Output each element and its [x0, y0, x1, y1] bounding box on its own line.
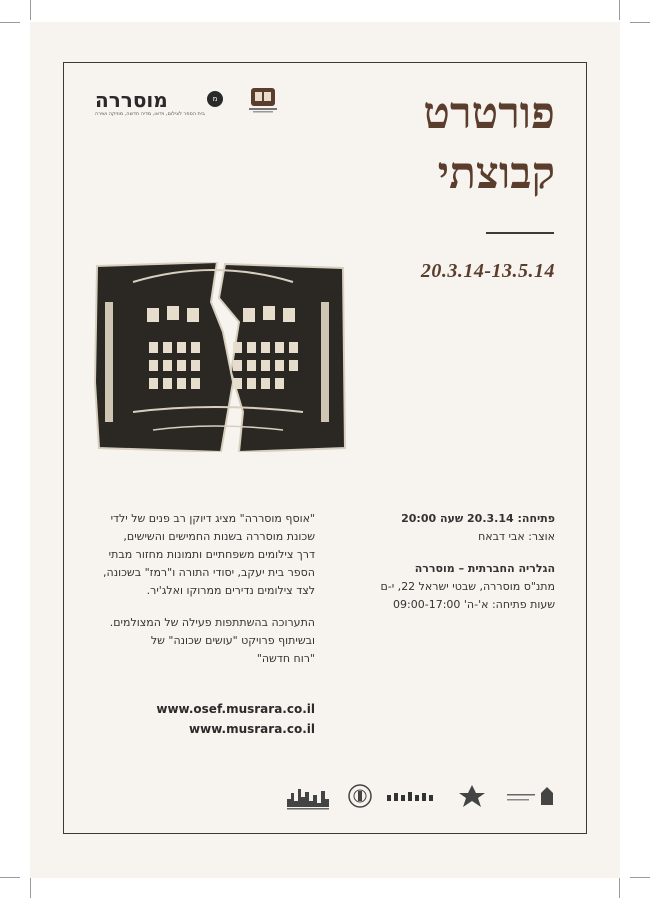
opening-time: פתיחה: 20.3.14 שעה 20:00: [401, 512, 555, 525]
description-line: "אוסף מוסררה" מציג דיוקן רב פנים של ילדי: [110, 512, 315, 525]
crop-mark: [619, 878, 620, 898]
poster-title-line-2: קבוצתי: [437, 148, 555, 199]
partner-logos: [285, 783, 560, 813]
ministry-logo-icon: [453, 783, 491, 811]
poster-title-line-1: פורטרט: [423, 88, 555, 139]
description-line: הספר בית יעקב, יסודי התורה ו"רמז" בשכונה,: [103, 566, 315, 579]
jerusalem-foundation-logo-icon: [505, 783, 560, 811]
venue: הגלריה החברתית – מוסררה: [414, 562, 555, 575]
jerusalem-skyline-logo-icon: [285, 783, 335, 811]
musrara-logo: [95, 88, 225, 120]
musrara-website-link[interactable]: www.musrara.co.il: [189, 722, 315, 736]
description-line: התערוכה בהשתתפות פעילה של המצולמים.: [109, 616, 315, 629]
description-line: דרך צילומים משפחתיים ותמונות מחזור מבתי: [108, 548, 315, 561]
exhibition-description: [95, 510, 315, 668]
opening-hours: שעות פתיחה: א'-ה' 09:00-17:00: [393, 598, 555, 611]
musrara-logo-text: מוסררה: [95, 88, 168, 112]
emblem-seal-icon: [347, 783, 373, 811]
class-photo-image: [93, 262, 347, 452]
osef-website-link[interactable]: www.osef.musrara.co.il: [156, 702, 315, 716]
description-line: שכונת מוסררה בשנות החמישים והשישים,: [123, 530, 315, 543]
exhibition-dates: 20.3.14-13.5.14: [420, 260, 555, 282]
crop-mark: [30, 0, 31, 20]
address: מתנ"ס מוסררה, שבטי ישראל 22, י-ם: [380, 580, 555, 593]
crop-mark: [619, 0, 620, 20]
musrara-logo-badge: מ: [207, 91, 223, 107]
beit-hatfutsot-logo-icon: [385, 783, 440, 811]
crop-mark: [630, 22, 650, 23]
crop-mark: [30, 878, 31, 898]
description-line: "רוח חדשה": [256, 652, 315, 665]
description-line: לצד צילומים נדירים ממרוקו ואלג'יר.: [146, 584, 315, 597]
event-details: [380, 510, 555, 614]
description-line: ובשיתוף פרויקט "עושים שכונה" של: [150, 634, 315, 647]
crop-mark: [630, 877, 650, 878]
crop-mark: [0, 22, 20, 23]
curator: אוצר: אבי דבאח: [478, 530, 555, 543]
title-divider: [486, 232, 554, 234]
collection-logo-icon: [245, 86, 281, 114]
musrara-logo-tagline: בית הספר לצילום, וידאו, מדיה חדשה, מוזיקה ושירה: [95, 111, 205, 117]
crop-mark: [0, 877, 20, 878]
